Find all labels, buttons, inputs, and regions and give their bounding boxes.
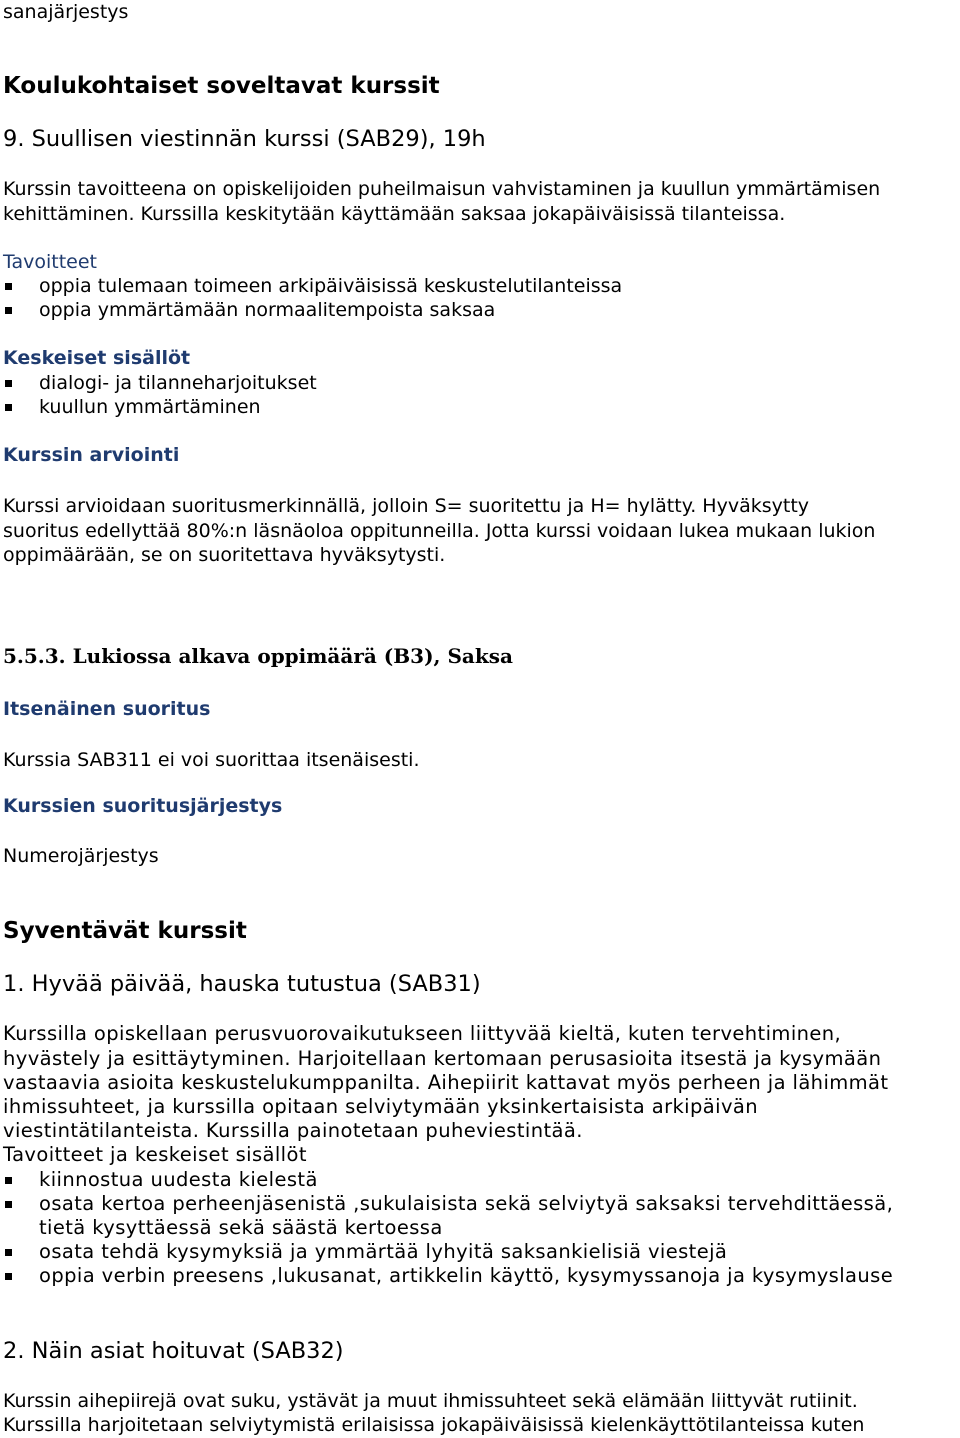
course1-goal-continuation: tietä kysyttäessä sekä säästä kertoessa: [39, 1216, 443, 1239]
course9-assessment-line: oppimäärään, se on suoritettava hyväksytysti.: [3, 544, 446, 566]
course9-goal-item: oppia tulemaan toimeen arkipäiväisissä keskustelutilanteissa: [39, 275, 623, 297]
b3-order-heading: Kurssien suoritusjärjestys: [3, 795, 283, 817]
bullet-icon: [5, 1201, 12, 1208]
b3-order-text: Numerojärjestys: [3, 845, 159, 867]
b3-independent-heading: Itsenäinen suoritus: [3, 698, 211, 720]
course9-goal-item: oppia ymmärtämään normaalitempoista saksaa: [39, 299, 496, 321]
course2-intro-line: Kurssilla harjoitetaan selviytymistä erilaisissa jokapäiväisissä kielenkäyttötilanteissa kuten: [3, 1414, 865, 1436]
course1-title: 1. Hyvää päivää, hauska tutustua (SAB31): [3, 971, 481, 997]
bullet-icon: [5, 283, 12, 290]
course9-content-item: dialogi- ja tilanneharjoitukset: [39, 372, 317, 394]
course9-goals-heading: Tavoitteet: [3, 251, 97, 273]
course9-assessment-line: suoritus edellyttää 80%:n läsnäoloa oppitunneilla. Jotta kurssi voidaan lukea mukaan lukion: [3, 520, 876, 542]
course1-goal-item: osata tehdä kysymyksiä ja ymmärtää lyhyitä saksankielisiä viestejä: [39, 1240, 728, 1263]
course1-goal-item: osata kertoa perheenjäsenistä ,sukulaisista sekä selviytyä saksaksi tervehdittäessä,: [39, 1192, 894, 1215]
course1-intro-line: vastaavia asioita keskustelukumppanilta. Aihepiirit kattavat myös perheen ja lähimmät: [3, 1071, 889, 1094]
course1-intro-line: viestintätilanteista. Kurssilla painotetaan puheviestintää.: [3, 1119, 583, 1142]
course2-title: 2. Näin asiat hoituvat (SAB32): [3, 1338, 344, 1364]
b3-independent-text: Kurssia SAB311 ei voi suorittaa itsenäisesti.: [3, 749, 420, 771]
bullet-icon: [5, 1249, 12, 1256]
course1-intro-line: Kurssilla opiskellaan perusvuorovaikutukseen liittyvää kieltä, kuten tervehtiminen,: [3, 1022, 842, 1045]
bullet-icon: [5, 307, 12, 314]
course9-assessment-heading: Kurssin arviointi: [3, 444, 180, 466]
deepening-heading: Syventävät kurssit: [3, 918, 247, 944]
course1-goal-item: kiinnostua uudesta kielestä: [39, 1168, 318, 1191]
bullet-icon: [5, 380, 12, 387]
course1-intro-line: ihmissuhteet, ja kurssilla opitaan selviytymään yksinkertaisista arkipäivän: [3, 1095, 758, 1118]
bullet-icon: [5, 1273, 12, 1280]
course1-intro-line: hyvästely ja esittäytyminen. Harjoitellaan kertomaan perusasioita itsestä ja kysymään: [3, 1047, 882, 1070]
course1-goal-item: oppia verbin preesens ,lukusanat, artikkelin käyttö, kysymyssanoja ja kysymyslause: [39, 1264, 894, 1287]
course1-goals-heading: Tavoitteet ja keskeiset sisällöt: [3, 1143, 307, 1166]
section-heading: Koulukohtaiset soveltavat kurssit: [3, 73, 440, 99]
top-line: sanajärjestys: [3, 1, 129, 23]
course9-intro-line: Kurssin tavoitteena on opiskelijoiden puheilmaisun vahvistaminen ja kuullun ymmärtämisen: [3, 178, 881, 200]
bullet-icon: [5, 1177, 12, 1184]
course2-intro-line: Kurssin aihepiirejä ovat suku, ystävät ja muut ihmissuhteet sekä elämään liittyvät rutiinit.: [3, 1390, 858, 1412]
course9-intro-line: kehittäminen. Kurssilla keskitytään käyttämään saksaa jokapäiväisissä tilanteissa.: [3, 203, 786, 225]
bullet-icon: [5, 404, 12, 411]
course9-contents-heading: Keskeiset sisällöt: [3, 347, 191, 369]
b3-section-title: 5.5.3. Lukiossa alkava oppimäärä (B3), Saksa: [3, 644, 513, 668]
course9-content-item: kuullun ymmärtäminen: [39, 396, 261, 418]
course9-title: 9. Suullisen viestinnän kurssi (SAB29), 19h: [3, 126, 486, 152]
course9-assessment-line: Kurssi arvioidaan suoritusmerkinnällä, jolloin S= suoritettu ja H= hylätty. Hyväksytty: [3, 495, 810, 517]
